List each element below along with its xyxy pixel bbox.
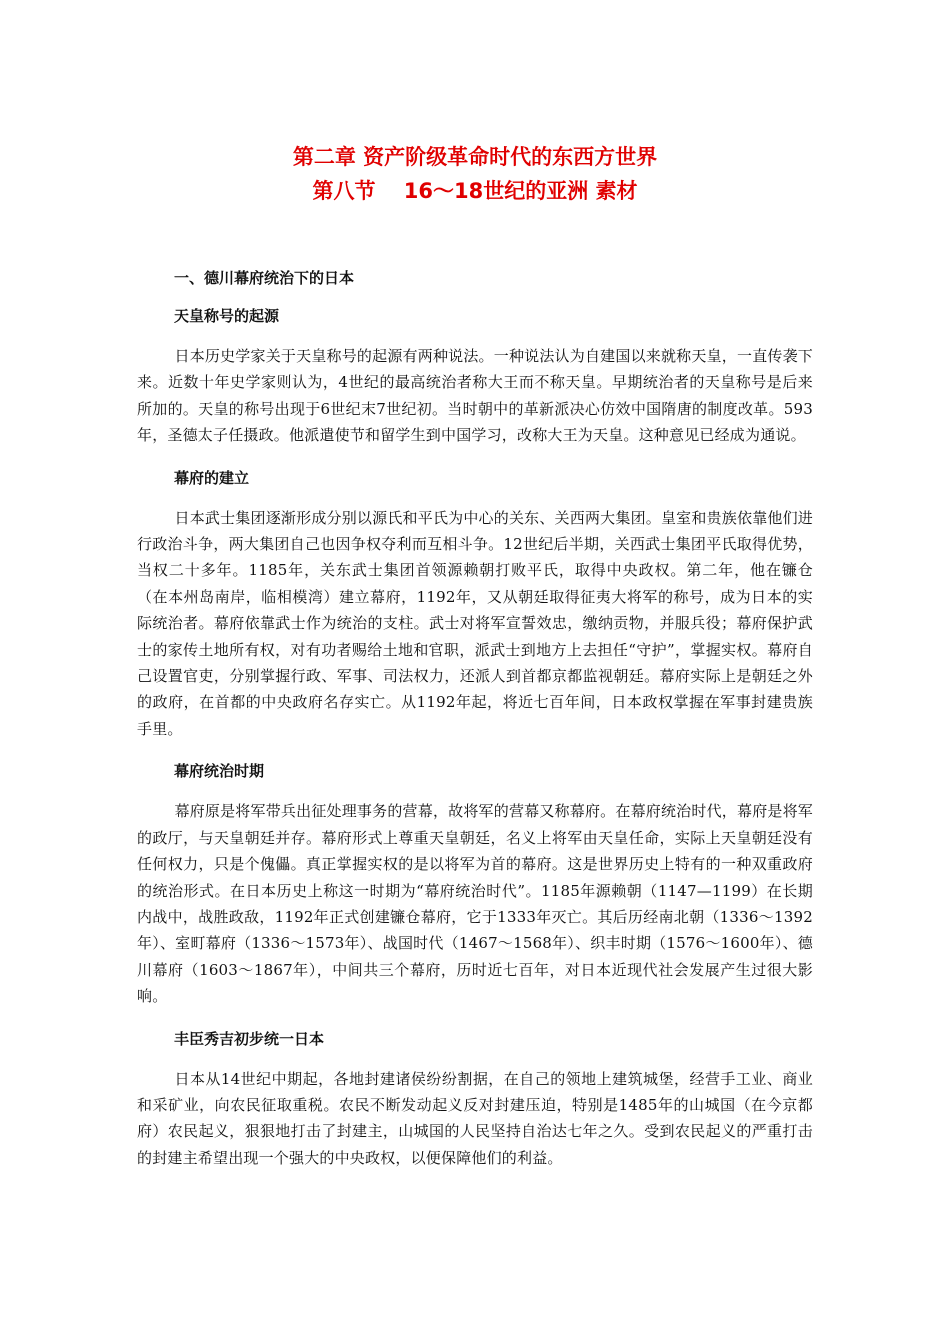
chapter-title: 第二章 资产阶级革命时代的东西方世界 xyxy=(292,145,658,169)
subsection-heading-toyotomi: 丰臣秀吉初步统一日本 xyxy=(174,1029,325,1048)
subsection-heading-shogunate-founding: 幕府的建立 xyxy=(174,468,250,487)
section-heading: 一、德川幕府统治下的日本 xyxy=(174,269,355,287)
title-block xyxy=(0,140,950,208)
subsection-heading-emperor-title: 天皇称号的起源 xyxy=(174,307,280,325)
subsection-heading-shogunate-period: 幕府统治时期 xyxy=(174,762,265,781)
paragraph-shogunate-founding: 日本武士集团逐渐形成分别以源氏和平氏为中心的关东、关西两大集团。皇室和贵族依靠他们进行政治斗争，两大集团自己也因争权夺利而互相斗争。12世纪后半期，关西武士集团平氏取得优势，当权二十多年。1185年，关东武士集团首领源赖朝打败平氏，取得中央政权。第二年，他在镰仓（在本州岛南岸，临相模湾）建立幕府，1192年，又从朝廷取得征夷大将军的称号，成为日本的实际统治者。幕府依靠武士作为统治的支柱。武士对将军宣誓效忠，缴纳贡物，并服兵役；幕府保护武士的家传土地所有权，对有功者赐给土地和官职，派武士到地方上去担任“守护”，掌握实权。幕府自己设置官吏，分别掌握行政、军事、司法权力，还派人到首都京都监视朝廷。幕府实际上是朝廷之外的政府，在首都的中央政府名存实亡。从1192年起，将近七百年间，日本政权掌握在军事封建贵族手里。 xyxy=(137,508,813,738)
paragraph-emperor-title: 日本历史学家关于天皇称号的起源有两种说法。一种说法认为自建国以来就称天皇，一直传袭下来。近数十年史学家则认为，4世纪的最高统治者称大王而不称天皇。早期统治者的天皇称号是后来所加的。天皇的称号出现于6世纪末7世纪初。当时朝中的革新派决心仿效中国隋唐的制度改革。593年，圣德太子任摄政。他派遣使节和留学生到中国学习，改称大王为天皇。这种意见已经成为通说。 xyxy=(137,347,813,445)
paragraph-shogunate-period: 幕府原是将军带兵出征处理事务的营幕，故将军的营幕又称幕府。在幕府统治时代，幕府是将军的政厅，与天皇朝廷并存。幕府形式上尊重天皇朝廷，名义上将军由天皇任命，实际上天皇朝廷没有任何权力，只是个傀儡。真正掌握实权的是以将军为首的幕府。这是世界历史上特有的一种双重政府的统治形式。在日本历史上称这一时期为“幕府统治时代”。1185年源赖朝（1147—1199）在长期内战中，战胜政敌，1192年正式创建镰仓幕府，它于1333年灭亡。其后历经南北朝（1336～1392年）、室町幕府（1336～1573年）、战国时代（1467～1568年）、织丰时期（1576～1600年）、德川幕府（1603～1867年），中间共三个幕府，历时近七百年，对日本近现代社会发展产生过很大影响。 xyxy=(137,802,813,1006)
document-body xyxy=(137,265,813,1187)
section-title: 第八节 16～18世纪的亚洲 素材 xyxy=(312,179,638,203)
paragraph-toyotomi: 日本从14世纪中期起，各地封建诸侯纷纷割据，在自己的领地上建筑城堡，经营手工业、商业和采矿业，向农民征取重税。农民不断发动起义反对封建压迫，特别是1485年的山城国（在今京都府）农民起义，狠狠地打击了封建主，山城国的人民坚持自治达七年之久。受到农民起义的严重打击的封建主希望出现一个强大的中央政权，以便保障他们的利益。 xyxy=(137,1069,813,1167)
